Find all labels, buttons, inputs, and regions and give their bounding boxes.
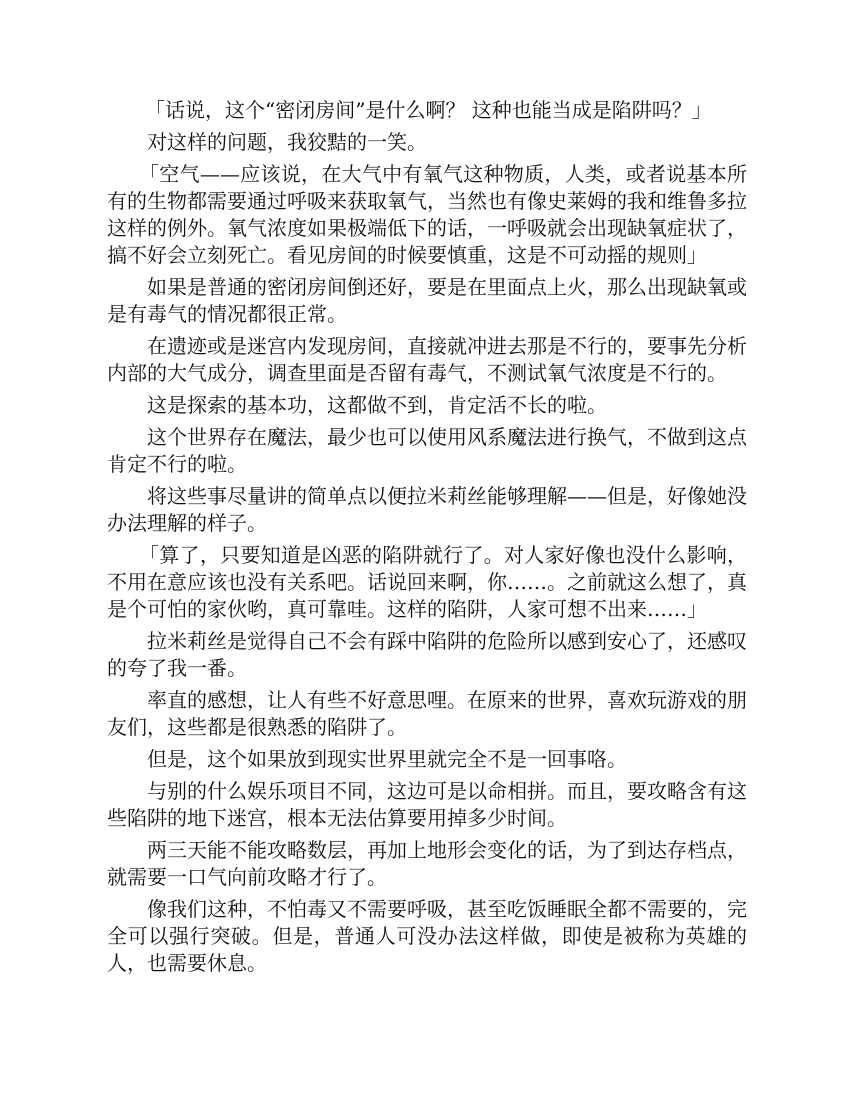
dialogue-paragraph: 「空气——应该说，在大气中有氧气这种物质，人类，或者说基本所有的生物都需要通过呼吸来获取氧气，当然也有像史莱姆的我和维鲁多拉这样的例外。氧气浓度如果极端低下的话，一呼吸就会出现缺氧症状了，搞不好会立刻死亡。看见房间的时候要慎重，这是不可动摇的规则」 bbox=[107, 162, 747, 267]
narration-paragraph: 拉米莉丝是觉得自己不会有踩中陷阱的危险所以感到安心了，还感叹的夸了我一番。 bbox=[107, 629, 747, 680]
narration-paragraph: 这是探索的基本功，这都做不到，肯定活不长的啦。 bbox=[147, 393, 607, 417]
narration-paragraph: 但是，这个如果放到现实世界里就完全不是一回事咯。 bbox=[147, 747, 627, 771]
narration-paragraph: 如果是普通的密闭房间倒还好，要是在里面点上火，那么出现缺氧或是有毒气的情况都很正常。 bbox=[107, 275, 747, 326]
narration-paragraph: 率直的感想，让人有些不好意思哩。在原来的世界，喜欢玩游戏的朋友们，这些都是很熟悉的陷阱了。 bbox=[107, 688, 747, 739]
document-body bbox=[107, 97, 747, 982]
narration-paragraph: 这个世界存在魔法，最少也可以使用风系魔法进行换气，不做到这点肯定不行的啦。 bbox=[107, 425, 747, 476]
narration-paragraph: 在遗迹或是迷宫内发现房间，直接就冲进去那是不行的，要事先分析内部的大气成分，调查里面是否留有毒气，不测试氧气浓度是不行的。 bbox=[107, 334, 747, 385]
narration-paragraph: 将这些事尽量讲的简单点以便拉米莉丝能够理解——但是，好像她没办法理解的样子。 bbox=[107, 484, 747, 535]
narration-paragraph: 与别的什么娱乐项目不同，这边可是以命相拼。而且，要攻略含有这些陷阱的地下迷宫，根本无法估算要用掉多少时间。 bbox=[107, 779, 747, 830]
narration-paragraph: 对这样的问题，我狡黠的一笑。 bbox=[147, 130, 427, 154]
narration-paragraph: 像我们这种，不怕毒又不需要呼吸，甚至吃饭睡眠全都不需要的，完全可以强行突破。但是，普通人可没办法这样做，即使是被称为英雄的人，也需要休息。 bbox=[107, 897, 747, 975]
dialogue-paragraph: 「话说，这个“密闭房间”是什么啊？ 这种也能当成是陷阱吗？」 bbox=[145, 98, 712, 122]
dialogue-paragraph: 「算了，只要知道是凶恶的陷阱就行了。对人家好像也没什么影响，不用在意应该也没有关系吧。话说回来啊，你……。之前就这么想了，真是个可怕的家伙哟，真可靠哇。这样的陷阱，人家可想不出来……」 bbox=[107, 543, 747, 621]
narration-paragraph: 两三天能不能攻略数层，再加上地形会变化的话，为了到达存档点，就需要一口气向前攻略才行了。 bbox=[107, 838, 747, 889]
